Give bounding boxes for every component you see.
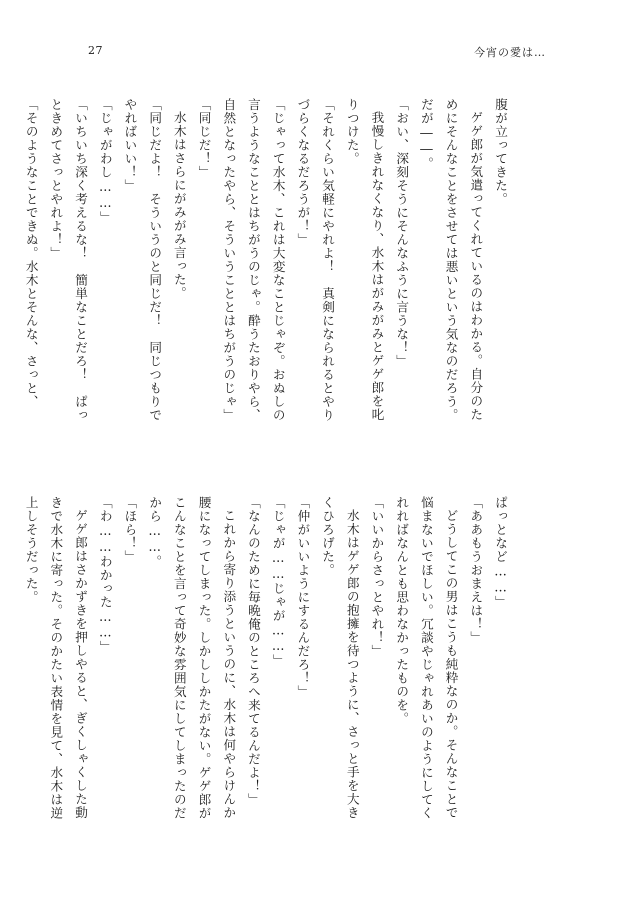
text-line: やればいい！」 (122, 98, 138, 193)
text-line: ぱっとなど……」 (493, 496, 508, 609)
text-line: 言うようなこととはちがうのじゃ。酔うたおりやら、 (245, 98, 261, 422)
text-line: ときめてさっとやれよ！」 (48, 98, 64, 260)
text-line: ゲゲ郎が気遣ってくれているのはわかる。自分のた (468, 110, 484, 422)
text-line: どうしてこの男はこうも純粋なのか。そんなことで (443, 508, 459, 820)
text-line: 「ほら！」 (122, 496, 138, 564)
text-line: 水木はさらにがみがみ言った。 (171, 110, 187, 300)
text-line: 腹が立ってきた。 (493, 98, 508, 206)
text-line: 「そのようなことできぬ。水木とそんな、さっと、 (23, 98, 39, 409)
page-number: 27 (88, 44, 103, 57)
text-line: くひろげた。 (320, 496, 336, 577)
text-line: から……。 (147, 496, 163, 569)
text-line: 腰になってしまった。しかししかたがない。ゲゲ郎が (196, 496, 212, 820)
text-line: 「同じだ！」 (196, 98, 212, 179)
text-line: 自然となったやら、そういうこととはちがうのじゃ」 (221, 98, 237, 422)
running-header: 今宵の愛は… (474, 46, 546, 59)
text-line: 「それくらい気軽にやれよ！ 真剣になられるとやり (320, 98, 336, 422)
text-line: 「じゃって水木、これは大変なことじゃぞ。おぬしの (270, 98, 286, 422)
text-line: 「おい、深刻そうにそんなふうに言うな！」 (394, 98, 410, 368)
text-line: 水木はゲゲ郎の抱擁を待つように、さっと手を大き (344, 508, 360, 820)
text-line: 上しそうだった。 (23, 496, 39, 604)
text-block-upper (23, 98, 512, 458)
text-line: これから寄り添うというのに、水木は何やらけんか (221, 508, 237, 820)
text-line: 「じゃが……じゃが……」 (270, 496, 286, 668)
text-line: 「なんのために毎晩俺のところへ来てるんだよ！」 (245, 496, 261, 807)
text-line: 「仲がいいようにするんだろ！」 (295, 496, 311, 699)
text-block-lower (23, 496, 512, 876)
text-line: めにそんなことをさせては悪いという気なのだろう。 (443, 98, 459, 422)
text-line: だが――。 (418, 98, 434, 171)
text-line: ゲゲ郎はさかずきを押しやると、ぎくしゃくした動 (73, 508, 89, 820)
text-line: づらくなるだろうが！」 (295, 98, 311, 247)
text-line: 「じゃがわし……」 (97, 98, 113, 225)
text-line: りつけた。 (344, 98, 360, 166)
text-line: れればなんとも思わなかったものを。 (394, 496, 410, 726)
text-line: きで水木に寄った。そのかたい表情を見て、水木は逆 (48, 496, 64, 820)
text-line: 「いいからさっとやれ！」 (369, 496, 385, 658)
text-line: 「わ……わかった……」 (97, 496, 113, 655)
text-line: 「同じだよ！ そういうのと同じだ！ 同じつもりで (147, 98, 163, 422)
text-line: 「ああもうおまえは！」 (468, 496, 484, 645)
text-line: こんなことを言って奇妙な雰囲気にしてしまったのだ (171, 496, 187, 820)
text-line: 「いちいち深く考えるな！ 簡単なことだろ！ ぱっ (73, 98, 89, 422)
text-line: 悩まないでほしい。冗談やじゃれあいのようにしてく (418, 496, 434, 820)
text-line: 我慢しきれなくなり、水木はがみがみとゲゲ郎を叱 (369, 110, 385, 422)
